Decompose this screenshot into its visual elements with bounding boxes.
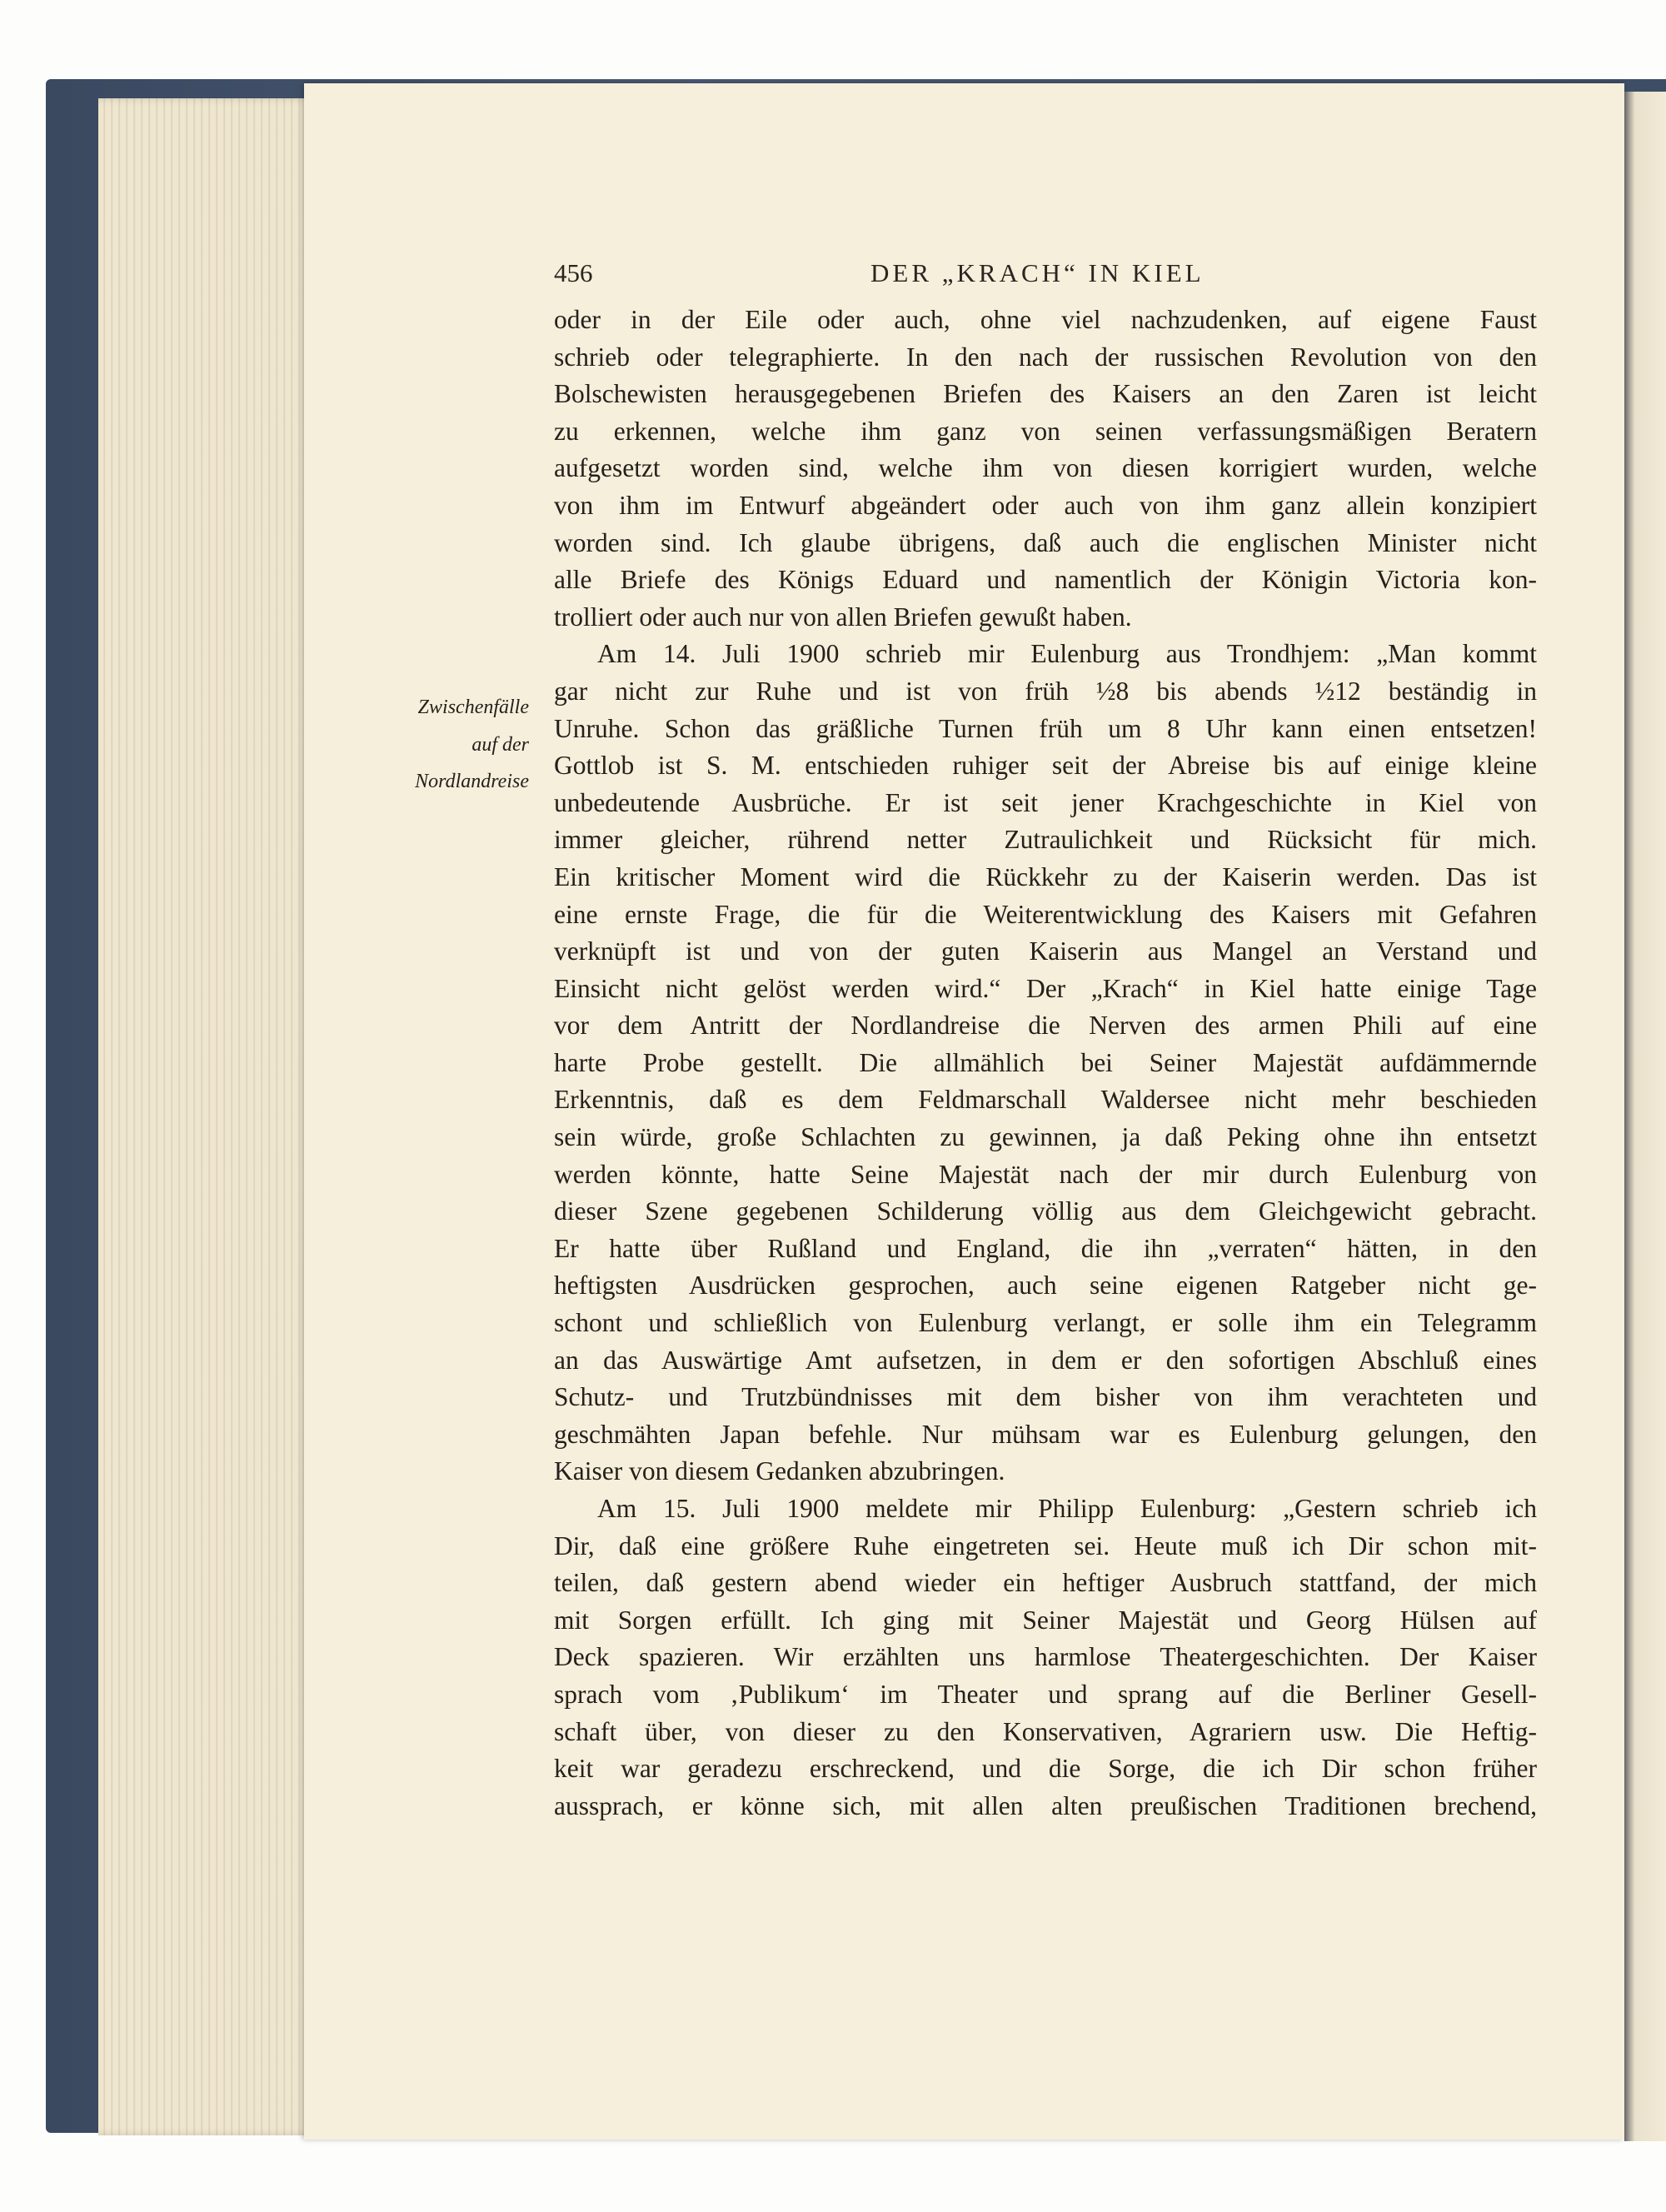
page-edges: [98, 98, 315, 2135]
text-line: unbedeutende Ausbrüche. Er ist seit jener Krachgeschichte in Kiel von: [554, 787, 1537, 817]
text-line: von ihm im Entwurf abgeändert oder auch von ihm ganz allein konzipiert: [554, 490, 1537, 520]
text-line: vor dem Antritt der Nordlandreise die Nerven des armen Phili auf eine: [554, 1011, 1537, 1041]
text-line: trolliert oder auch nur von allen Briefen gewußt haben.: [554, 602, 1132, 632]
text-line: Unruhe. Schon das gräßliche Turnen früh um 8 Uhr kann einen entsetzen!: [554, 713, 1537, 743]
text-line: Kaiser von diesem Gedanken abzubringen.: [554, 1456, 1005, 1486]
text-line: heftigsten Ausdrücken gesprochen, auch seine eigenen Ratgeber nicht ge-: [554, 1271, 1537, 1301]
text-line: dieser Szene gegebenen Schilderung völlig aus dem Gleichgewicht gebracht.: [554, 1196, 1537, 1226]
marginal-note-line: Nordlandreise: [415, 771, 529, 793]
text-line: Am 15. Juli 1900 meldete mir Philipp Eulenburg: „Gestern schrieb ich: [597, 1494, 1537, 1523]
text-line: oder in der Eile oder auch, ohne viel nachzudenken, auf eigene Faust: [554, 305, 1537, 334]
page-number: 456: [554, 258, 593, 287]
text-line: Deck spazieren. Wir erzählten uns harmlose Theatergeschichten. Der Kaiser: [554, 1642, 1537, 1672]
text-line: harte Probe gestellt. Die allmählich bei Seiner Majestät aufdämmernde: [554, 1047, 1537, 1077]
text-line: geschmähten Japan befehle. Nur mühsam war es Eulenburg gelungen, den: [554, 1419, 1537, 1449]
text-line: gar nicht zur Ruhe und ist von früh ½8 bis abends ½12 beständig in: [554, 676, 1537, 706]
text-line: worden sind. Ich glaube übrigens, daß auch die englischen Minister nicht: [554, 527, 1537, 557]
running-head: [554, 258, 1537, 292]
text-line: alle Briefe des Königs Eduard und namentlich der Königin Victoria kon-: [554, 565, 1537, 595]
text-line: Dir, daß eine größere Ruhe eingetreten sei. Heute muß ich Dir schon mit-: [554, 1530, 1537, 1560]
facing-page-edge: [1624, 92, 1666, 2141]
text-line: aufgesetzt worden sind, welche ihm von diesen korrigiert wurden, welche: [554, 453, 1537, 483]
text-line: sprach vom ‚Publikum‘ im Theater und sprang auf die Berliner Gesell-: [554, 1679, 1537, 1709]
text-line: werden könnte, hatte Seine Majestät nach der mir durch Eulenburg von: [554, 1159, 1537, 1189]
text-line: schaft über, von dieser zu den Konservativen, Agrariern usw. Die Heftig-: [554, 1716, 1537, 1746]
text-line: Am 14. Juli 1900 schrieb mir Eulenburg aus Trondhjem: „Man kommt: [597, 639, 1537, 669]
text-line: immer gleicher, rührend netter Zutraulichkeit und Rücksicht für mich.: [554, 825, 1537, 855]
text-line: keit war geradezu erschreckend, und die Sorge, die ich Dir schon früher: [554, 1754, 1537, 1784]
text-line: Gottlob ist S. M. entschieden ruhiger seit der Abreise bis auf einige kleine: [554, 751, 1537, 781]
text-line: mit Sorgen erfüllt. Ich ging mit Seiner Majestät und Georg Hülsen auf: [554, 1605, 1537, 1635]
text-line: sein würde, große Schlachten zu gewinnen, ja daß Peking ohne ihn entsetzt: [554, 1122, 1537, 1152]
text-line: an das Auswärtige Amt aufsetzen, in dem er den sofortigen Abschluß eines: [554, 1345, 1537, 1375]
body-text: [554, 302, 1537, 1825]
text-line: verknüpft ist und von der guten Kaiserin aus Mangel an Verstand und: [554, 936, 1537, 966]
chapter-header: DER „KRACH“ IN KIEL: [870, 258, 1205, 287]
marginal-note: [321, 689, 529, 801]
text-line: Einsicht nicht gelöst werden wird.“ Der „Krach“ in Kiel hatte einige Tage: [554, 973, 1537, 1003]
text-line: schrieb oder telegraphierte. In den nach der russischen Revolution von den: [554, 342, 1537, 372]
text-line: Er hatte über Rußland und England, die ihn „verraten“ hätten, in den: [554, 1233, 1537, 1263]
text-line: teilen, daß gestern abend wieder ein heftiger Ausbruch stattfand, der mich: [554, 1568, 1537, 1598]
text-line: eine ernste Frage, die für die Weiterentwicklung des Kaisers mit Gefahren: [554, 899, 1537, 929]
marginal-note-line: Zwischenfälle: [417, 697, 529, 718]
text-line: Schutz- und Trutzbündnisses mit dem bisher von ihm verachteten und: [554, 1382, 1537, 1412]
text-line: Erkenntnis, daß es dem Feldmarschall Waldersee nicht mehr beschieden: [554, 1085, 1537, 1115]
text-line: aussprach, er könne sich, mit allen alten preußischen Traditionen brechend,: [554, 1790, 1537, 1820]
text-line: Ein kritischer Moment wird die Rückkehr zu der Kaiserin werden. Das ist: [554, 861, 1537, 891]
marginal-note-line: auf der: [471, 733, 529, 756]
text-line: Bolschewisten herausgegebenen Briefen des Kaisers an den Zaren ist leicht: [554, 379, 1537, 409]
text-line: zu erkennen, welche ihm ganz von seinen verfassungsmäßigen Beratern: [554, 416, 1537, 446]
text-line: schont und schließlich von Eulenburg verlangt, er solle ihm ein Telegramm: [554, 1308, 1537, 1338]
